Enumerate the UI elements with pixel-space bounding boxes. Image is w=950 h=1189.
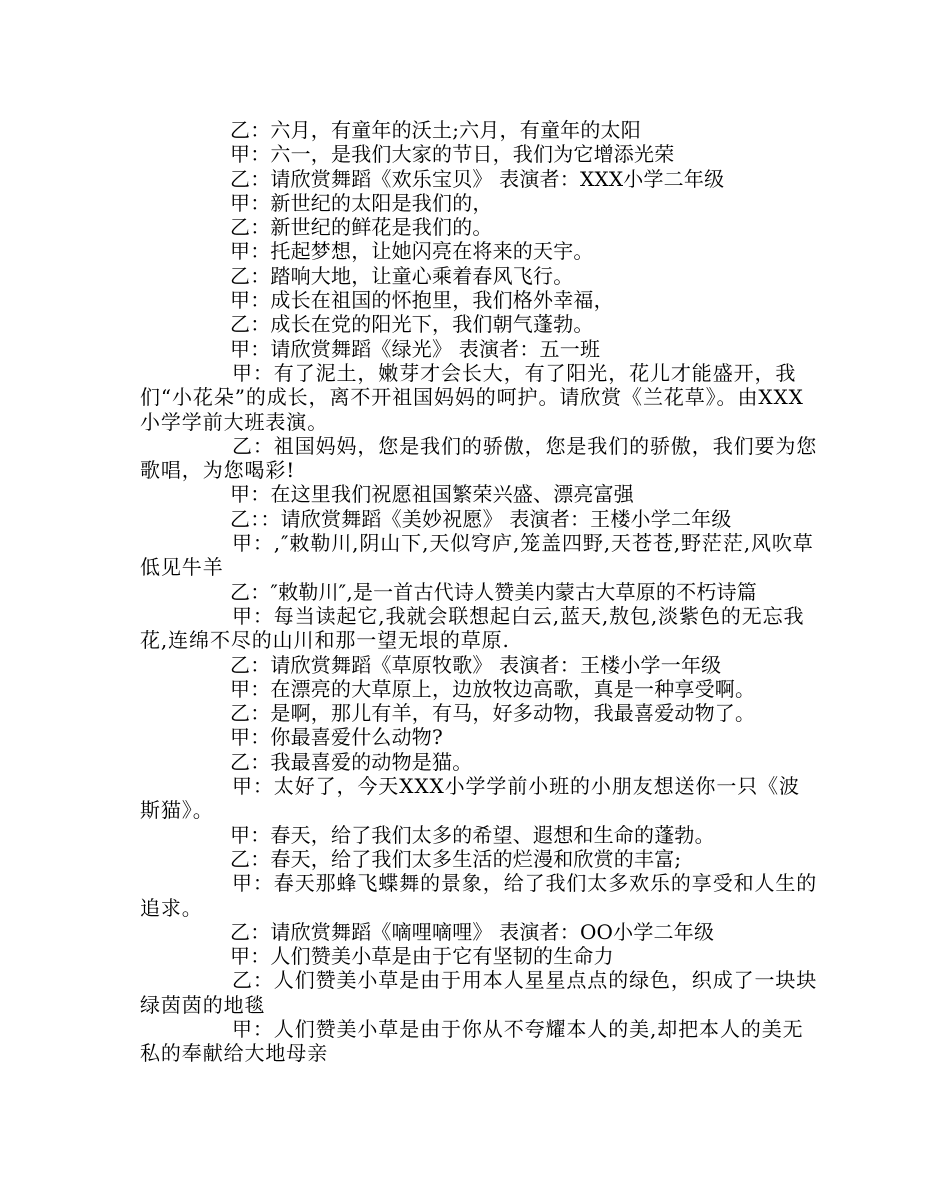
dialogue-line: 甲：太好了，今天XXX小学学前小班的小朋友想送你一只《波斯猫》。 — [140, 774, 800, 823]
dialogue-line: 甲：春天，给了我们太多的希望、遐想和生命的蓬勃。 — [230, 822, 715, 847]
dialogue-line: 乙：春天，给了我们太多生活的烂漫和欣赏的丰富; — [230, 846, 682, 871]
dialogue-line: 甲：人们赞美小草是由于它有坚韧的生命力 — [230, 944, 614, 969]
dialogue-line: 甲：成长在祖国的怀抱里，我们格外幸福， — [230, 288, 614, 313]
dialogue-line: 甲：你最喜爱什么动物? — [230, 725, 443, 750]
dialogue-line: 乙：请欣赏舞蹈《欢乐宝贝》 表演者：XXX小学二年级 — [230, 166, 725, 191]
dialogue-line: 甲：六一，是我们大家的节日，我们为它增添光荣 — [230, 142, 675, 167]
dialogue-line: 乙：新世纪的鲜花是我们的。 — [230, 215, 493, 240]
dialogue-line: 乙：是啊，那儿有羊，有马，好多动物，我最喜爱动物了。 — [230, 701, 756, 726]
dialogue-line: 甲：每当读起它,我就会联想起白云,蓝天,敖包,淡紫色的无忘我花,连绵不尽的山川和那一望无垠的草原. — [140, 603, 805, 653]
dialogue-line: 乙：″敕勒川″,是一首古代诗人赞美内蒙古大草原的不朽诗篇 — [230, 579, 757, 604]
dialogue-line: 乙：祖国妈妈，您是我们的骄傲，您是我们的骄傲，我们要为您歌唱，为您喝彩! — [140, 433, 818, 483]
dialogue-line: 乙：六月，有童年的沃土;六月，有童年的太阳 — [230, 118, 641, 142]
dialogue-line: 甲：新世纪的太阳是我们的， — [230, 190, 493, 215]
dialogue-line: 乙：请欣赏舞蹈《嘀哩嘀哩》 表演者：OO小学二年级 — [230, 919, 715, 944]
dialogue-line: 乙：踏响大地，让童心乘着春风飞行。 — [230, 263, 574, 288]
dialogue-line: 乙：：请欣赏舞蹈《美妙祝愿》 表演者：王楼小学二年级 — [230, 506, 732, 531]
dialogue-line: 乙：成长在党的阳光下，我们朝气蓬勃。 — [230, 312, 594, 337]
dialogue-line: 甲：春天那蜂飞蝶舞的景象，给了我们太多欢乐的享受和人生的追求。 — [140, 871, 818, 920]
dialogue-line: 甲：有了泥土，嫩芽才会长大，有了阳光，花儿才能盛开，我们“小花朵”的成长，离不开祖国妈妈的呵护。请欣赏《兰花草》。由XXX小学学前大班表演。 — [140, 360, 804, 434]
dialogue-line: 甲：托起梦想，让她闪亮在将来的天宇。 — [230, 239, 594, 264]
dialogue-line: 乙：人们赞美小草是由于用本人星星点点的绿色，织成了一块块绿茵茵的地毯 — [140, 968, 818, 1017]
dialogue-line: 乙：我最喜爱的动物是猫。 — [230, 749, 473, 774]
document-body — [140, 118, 820, 1066]
dialogue-line: 甲：在这里我们祝愿祖国繁荣兴盛、漂亮富强 — [230, 482, 634, 507]
dialogue-line: 乙：请欣赏舞蹈《草原牧歌》 表演者：王楼小学一年级 — [230, 652, 722, 677]
dialogue-line: 甲：人们赞美小草是由于你从不夸耀本人的美,却把本人的美无私的奉献给大地母亲 — [140, 1016, 804, 1066]
dialogue-line: 甲：,″敕勒川,阴山下,天似穹庐,笼盖四野,天苍苍,野茫茫,风吹草低见牛羊 — [140, 531, 814, 580]
dialogue-line: 甲：在漂亮的大草原上，边放牧边高歌，真是一种享受啊。 — [230, 676, 756, 701]
dialogue-line: 甲：请欣赏舞蹈《绿光》 表演者：五一班 — [230, 336, 601, 361]
